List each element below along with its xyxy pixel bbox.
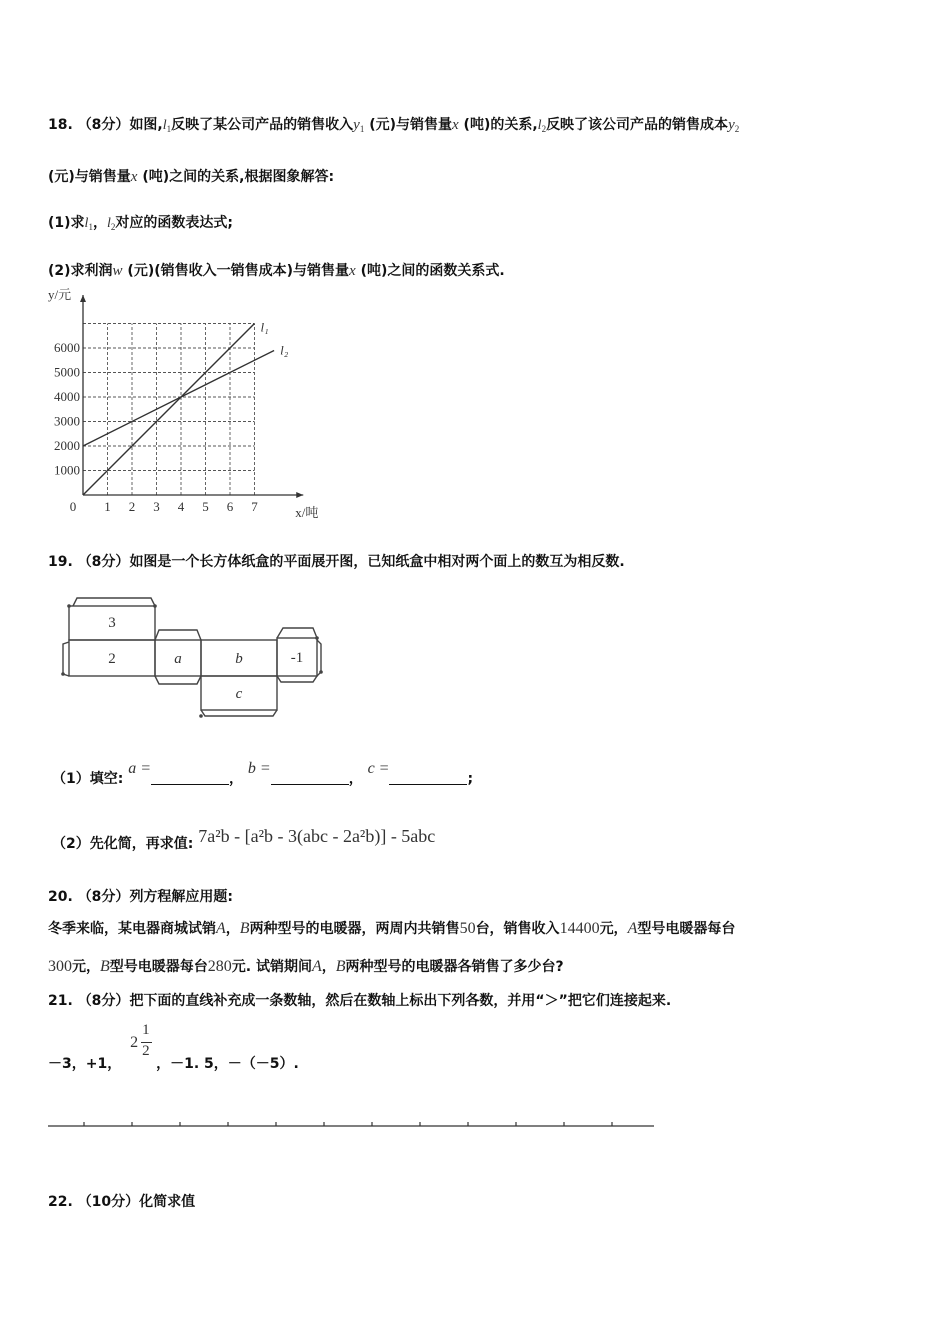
q18-text: (吨)的关系, bbox=[458, 117, 538, 133]
q20-text: 台，销售收入 bbox=[475, 921, 560, 937]
q18-text: 反映了某公司产品的销售收入 bbox=[171, 117, 354, 133]
q18-text: (元)与销售量 bbox=[364, 117, 452, 133]
series-line-l2 bbox=[83, 350, 274, 446]
net-label-c: c bbox=[235, 686, 243, 702]
var-y2: $y_2$ bbox=[728, 117, 740, 134]
var-y1: $y_1$ bbox=[353, 117, 365, 134]
y-tick-label: 4000 bbox=[54, 389, 80, 404]
q20-text: ， bbox=[321, 959, 336, 975]
q18-text: (元)与销售量 bbox=[48, 169, 131, 185]
q19-part1-label: （1）填空: bbox=[52, 771, 124, 787]
q21-number: 21. bbox=[48, 993, 73, 1009]
y-tick-label: 6000 bbox=[54, 340, 80, 355]
q20-line2 bbox=[48, 956, 564, 976]
q18-text: 反映了该公司产品的销售成本 bbox=[546, 117, 729, 133]
fill-a-blank[interactable] bbox=[151, 784, 229, 785]
q20-text: 型号电暖器每台 bbox=[109, 959, 208, 975]
q22-title bbox=[48, 1191, 195, 1211]
y-axis-arrow bbox=[80, 295, 86, 302]
q18-sub1-label: (1)求 bbox=[48, 215, 85, 231]
var-B: B bbox=[100, 958, 110, 975]
q20-text: 型号电暖器每台 bbox=[637, 921, 736, 937]
frac-denominator: 2 bbox=[142, 1043, 150, 1059]
x-tick-label: 2 bbox=[128, 499, 136, 514]
var-x: x bbox=[452, 117, 459, 133]
x-tick-label: 3 bbox=[153, 499, 160, 514]
q21-title bbox=[48, 990, 671, 1010]
q20-text: 冬季来临，某电器商城试销 bbox=[48, 921, 216, 937]
q22-points: （10分） bbox=[77, 1194, 140, 1210]
net-flap bbox=[277, 676, 317, 682]
q20-text: ， bbox=[225, 921, 240, 937]
x-tick-label: 5 bbox=[202, 499, 209, 514]
var-l2: $l_2$ bbox=[537, 118, 547, 134]
q19-end: ; bbox=[467, 771, 474, 787]
var-l2: $l_2$ bbox=[106, 216, 116, 232]
q19-points: （8分） bbox=[77, 554, 130, 570]
q22-title-text: 化简求值 bbox=[139, 1194, 196, 1210]
x-tick-label: 4 bbox=[177, 499, 185, 514]
q20-text: 元. 试销期间 bbox=[231, 959, 312, 975]
frac-whole: 2 bbox=[130, 1034, 139, 1051]
num-280: 280 bbox=[207, 958, 232, 975]
frac-numerator: 1 bbox=[142, 1022, 150, 1038]
var-A: A bbox=[216, 920, 226, 937]
q21-numbers-1: －3，+1， bbox=[48, 1056, 122, 1072]
num-300: 300 bbox=[48, 958, 72, 975]
series-label-l2: l₂ bbox=[280, 342, 289, 358]
x-axis-label: x/吨 bbox=[295, 505, 319, 520]
q18-text: 对应的函数表达式; bbox=[115, 215, 233, 231]
q18-sub1 bbox=[48, 212, 233, 232]
fill-c-blank[interactable] bbox=[389, 784, 467, 785]
q20-number: 20. bbox=[48, 889, 73, 905]
var-l1: $l_1$ bbox=[162, 118, 172, 134]
q18-text: ， bbox=[92, 215, 107, 231]
var-l1: $l_1$ bbox=[84, 216, 93, 232]
q22-number: 22. bbox=[48, 1194, 73, 1210]
y-tick-label: 1000 bbox=[54, 462, 80, 478]
q19-part2 bbox=[52, 826, 436, 852]
var-w: w bbox=[112, 263, 123, 279]
q18-line1 bbox=[48, 114, 739, 134]
var-B: B bbox=[335, 958, 346, 975]
y-tick-label: 2000 bbox=[54, 438, 80, 453]
q21-numbers-2: ，－1. 5，－（－5）. bbox=[156, 1056, 299, 1072]
fill-c-label: c = bbox=[367, 760, 390, 777]
net-flap bbox=[155, 676, 201, 684]
q19-part2-label: （2）先化简，再求值: bbox=[52, 836, 194, 852]
net-flap bbox=[63, 642, 69, 676]
net-flap bbox=[155, 630, 201, 640]
num-50: 50 bbox=[459, 920, 476, 937]
net-label-2: 2 bbox=[108, 651, 116, 667]
q18-text: (元)(销售收入一销售成本)与销售量 bbox=[122, 263, 350, 279]
net-flap bbox=[277, 628, 317, 638]
q18-sub2 bbox=[48, 260, 505, 280]
x-tick-label: 7 bbox=[251, 499, 258, 514]
q20-points: （8分） bbox=[77, 889, 130, 905]
var-x: x bbox=[130, 169, 138, 185]
q20-title bbox=[48, 886, 233, 906]
q19-part1 bbox=[52, 760, 474, 788]
q19-sep: ， bbox=[229, 771, 244, 787]
q19-number: 19. bbox=[48, 554, 73, 570]
q18-points: （8分） bbox=[77, 117, 130, 133]
q18-line2 bbox=[48, 166, 334, 186]
net-label-3: 3 bbox=[108, 615, 116, 631]
q18-chart bbox=[40, 285, 340, 520]
q18-text: (吨)之间的函数关系式. bbox=[355, 263, 505, 279]
q21-numbers bbox=[48, 1022, 299, 1073]
origin-label: 0 bbox=[69, 499, 77, 514]
x-axis-arrow bbox=[296, 492, 303, 498]
x-tick-label: 1 bbox=[104, 499, 111, 514]
var-A: A bbox=[627, 920, 638, 937]
mixed-fraction bbox=[126, 1022, 156, 1068]
q18-text: 如图, bbox=[129, 117, 163, 133]
q20-text: 元， bbox=[599, 921, 628, 937]
y-tick-label: 5000 bbox=[54, 364, 80, 380]
net-label-neg1: -1 bbox=[290, 650, 304, 666]
num-14400: 14400 bbox=[559, 920, 600, 937]
var-B: B bbox=[239, 920, 250, 937]
series-label-l1: l₁ bbox=[260, 319, 269, 335]
var-A: A bbox=[311, 958, 322, 975]
fill-b-label: b = bbox=[247, 760, 271, 777]
q20-text: 元， bbox=[72, 959, 100, 975]
net-flap bbox=[201, 710, 277, 716]
number-line[interactable] bbox=[46, 1116, 658, 1132]
q20-text: 两种型号的电暖器，两周内共销售 bbox=[249, 921, 460, 937]
q21-points: （8分） bbox=[77, 993, 130, 1009]
y-tick-label: 3000 bbox=[54, 413, 80, 429]
net-label-a: a bbox=[174, 651, 182, 667]
q19-line bbox=[48, 551, 625, 571]
y-axis-label: y/元 bbox=[48, 287, 72, 302]
series-line-l1 bbox=[83, 324, 255, 496]
q19-text: 如图是一个长方体纸盒的平面展开图，已知纸盒中相对两个面上的数互为相反数. bbox=[129, 554, 625, 570]
fill-b-blank[interactable] bbox=[271, 784, 349, 785]
fill-a-label: a = bbox=[128, 760, 152, 777]
simplify-expression: 7a²b - [a²b - 3(abc - 2a²b)] - 5abc bbox=[198, 826, 436, 846]
q18-sub2-label: (2)求利润 bbox=[48, 263, 113, 279]
var-x: x bbox=[349, 263, 356, 279]
x-tick-label: 6 bbox=[226, 499, 234, 514]
box-net-diagram bbox=[55, 590, 335, 720]
q20-text: 两种型号的电暖器各销售了多少台? bbox=[345, 959, 564, 975]
net-flap bbox=[73, 598, 155, 606]
q21-text: 把下面的直线补充成一条数轴，然后在数轴上标出下列各数，并用“＞”把它们连接起来. bbox=[129, 993, 672, 1009]
q20-line1 bbox=[48, 918, 735, 938]
q18-number: 18. bbox=[48, 117, 73, 133]
net-label-b: b bbox=[235, 651, 243, 667]
q20-title-text: 列方程解应用题: bbox=[129, 889, 234, 905]
q19-sep: ， bbox=[348, 771, 363, 787]
q18-text: (吨)之间的关系,根据图象解答: bbox=[137, 169, 335, 185]
